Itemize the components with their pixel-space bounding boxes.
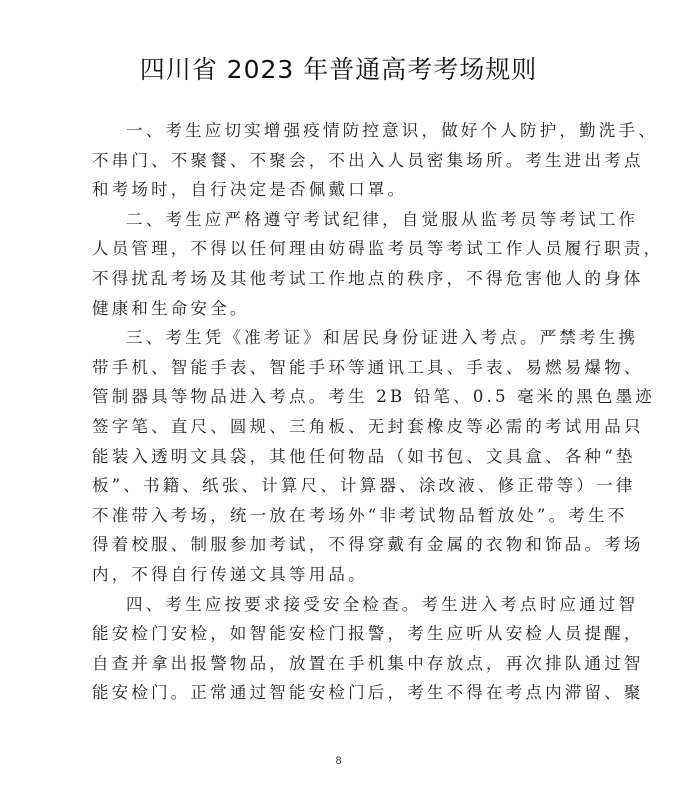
text-line: 管制器具等物品进入考点。考生 2B 铅笔、0.5 毫米的黑色墨迹	[92, 387, 655, 407]
text-line: 自查并拿出报警物品，放置在手机集中存放点，再次排队通过智	[92, 653, 644, 673]
page-title: 四川省 2023 年普通高考考场规则	[139, 55, 538, 84]
text-line: 不串门、不聚餐、不聚会，不出入人员密集场所。考生进出考点	[92, 150, 644, 170]
text-line: 内，不得自行传递文具等用品。	[92, 564, 368, 584]
text-line: 能装入透明文具袋，其他任何物品（如书包、文具盒、各种“垫	[92, 446, 636, 466]
text-line: 人员管理，不得以任何理由妨碍监考员等考试工作人员履行职责，	[92, 239, 664, 259]
text-line: 得着校服、制服参加考试，不得穿戴有金属的衣物和饰品。考场	[92, 535, 644, 555]
text-line: 和考场时，自行决定是否佩戴口罩。	[92, 180, 408, 200]
text-line: 能安检门。正常通过智能安检门后，考生不得在考点内滞留、聚	[92, 683, 644, 703]
text-line: 签字笔、直尺、圆规、三角板、无封套橡皮等必需的考试用品只	[92, 416, 644, 436]
paragraph-first-line: 一、考生应切实增强疫情防控意识，做好个人防护，勤洗手、	[126, 121, 658, 140]
text-line: 板”、书籍、纸张、计算尺、计算器、涂改液、修正带等）一律	[92, 476, 636, 496]
page-number: 8	[335, 755, 342, 767]
paragraph-first-line: 三、考生凭《准考证》和居民身份证进入考点。严禁考生携	[126, 328, 639, 348]
text-line: 健康和生命安全。	[92, 298, 250, 318]
paragraph-first-line: 二、考生应严格遵守考试纪律，自觉服从监考员等考试工作	[126, 209, 639, 229]
text-line: 能安检门安检，如智能安检门报警，考生应听从安检人员提醒，	[92, 624, 644, 644]
paragraph-first-line: 四、考生应按要求接受安全检查。考生进入考点时应通过智	[126, 594, 639, 614]
document-body	[92, 116, 664, 708]
text-line: 不得扰乱考场及其他考试工作地点的秩序，不得危害他人的身体	[92, 268, 644, 288]
text-line: 带手机、智能手表、智能手环等通讯工具、手表、易燃易爆物、	[92, 357, 644, 377]
text-line: 不准带入考场，统一放在考场外“非考试物品暂放处”。考生不	[92, 505, 628, 525]
